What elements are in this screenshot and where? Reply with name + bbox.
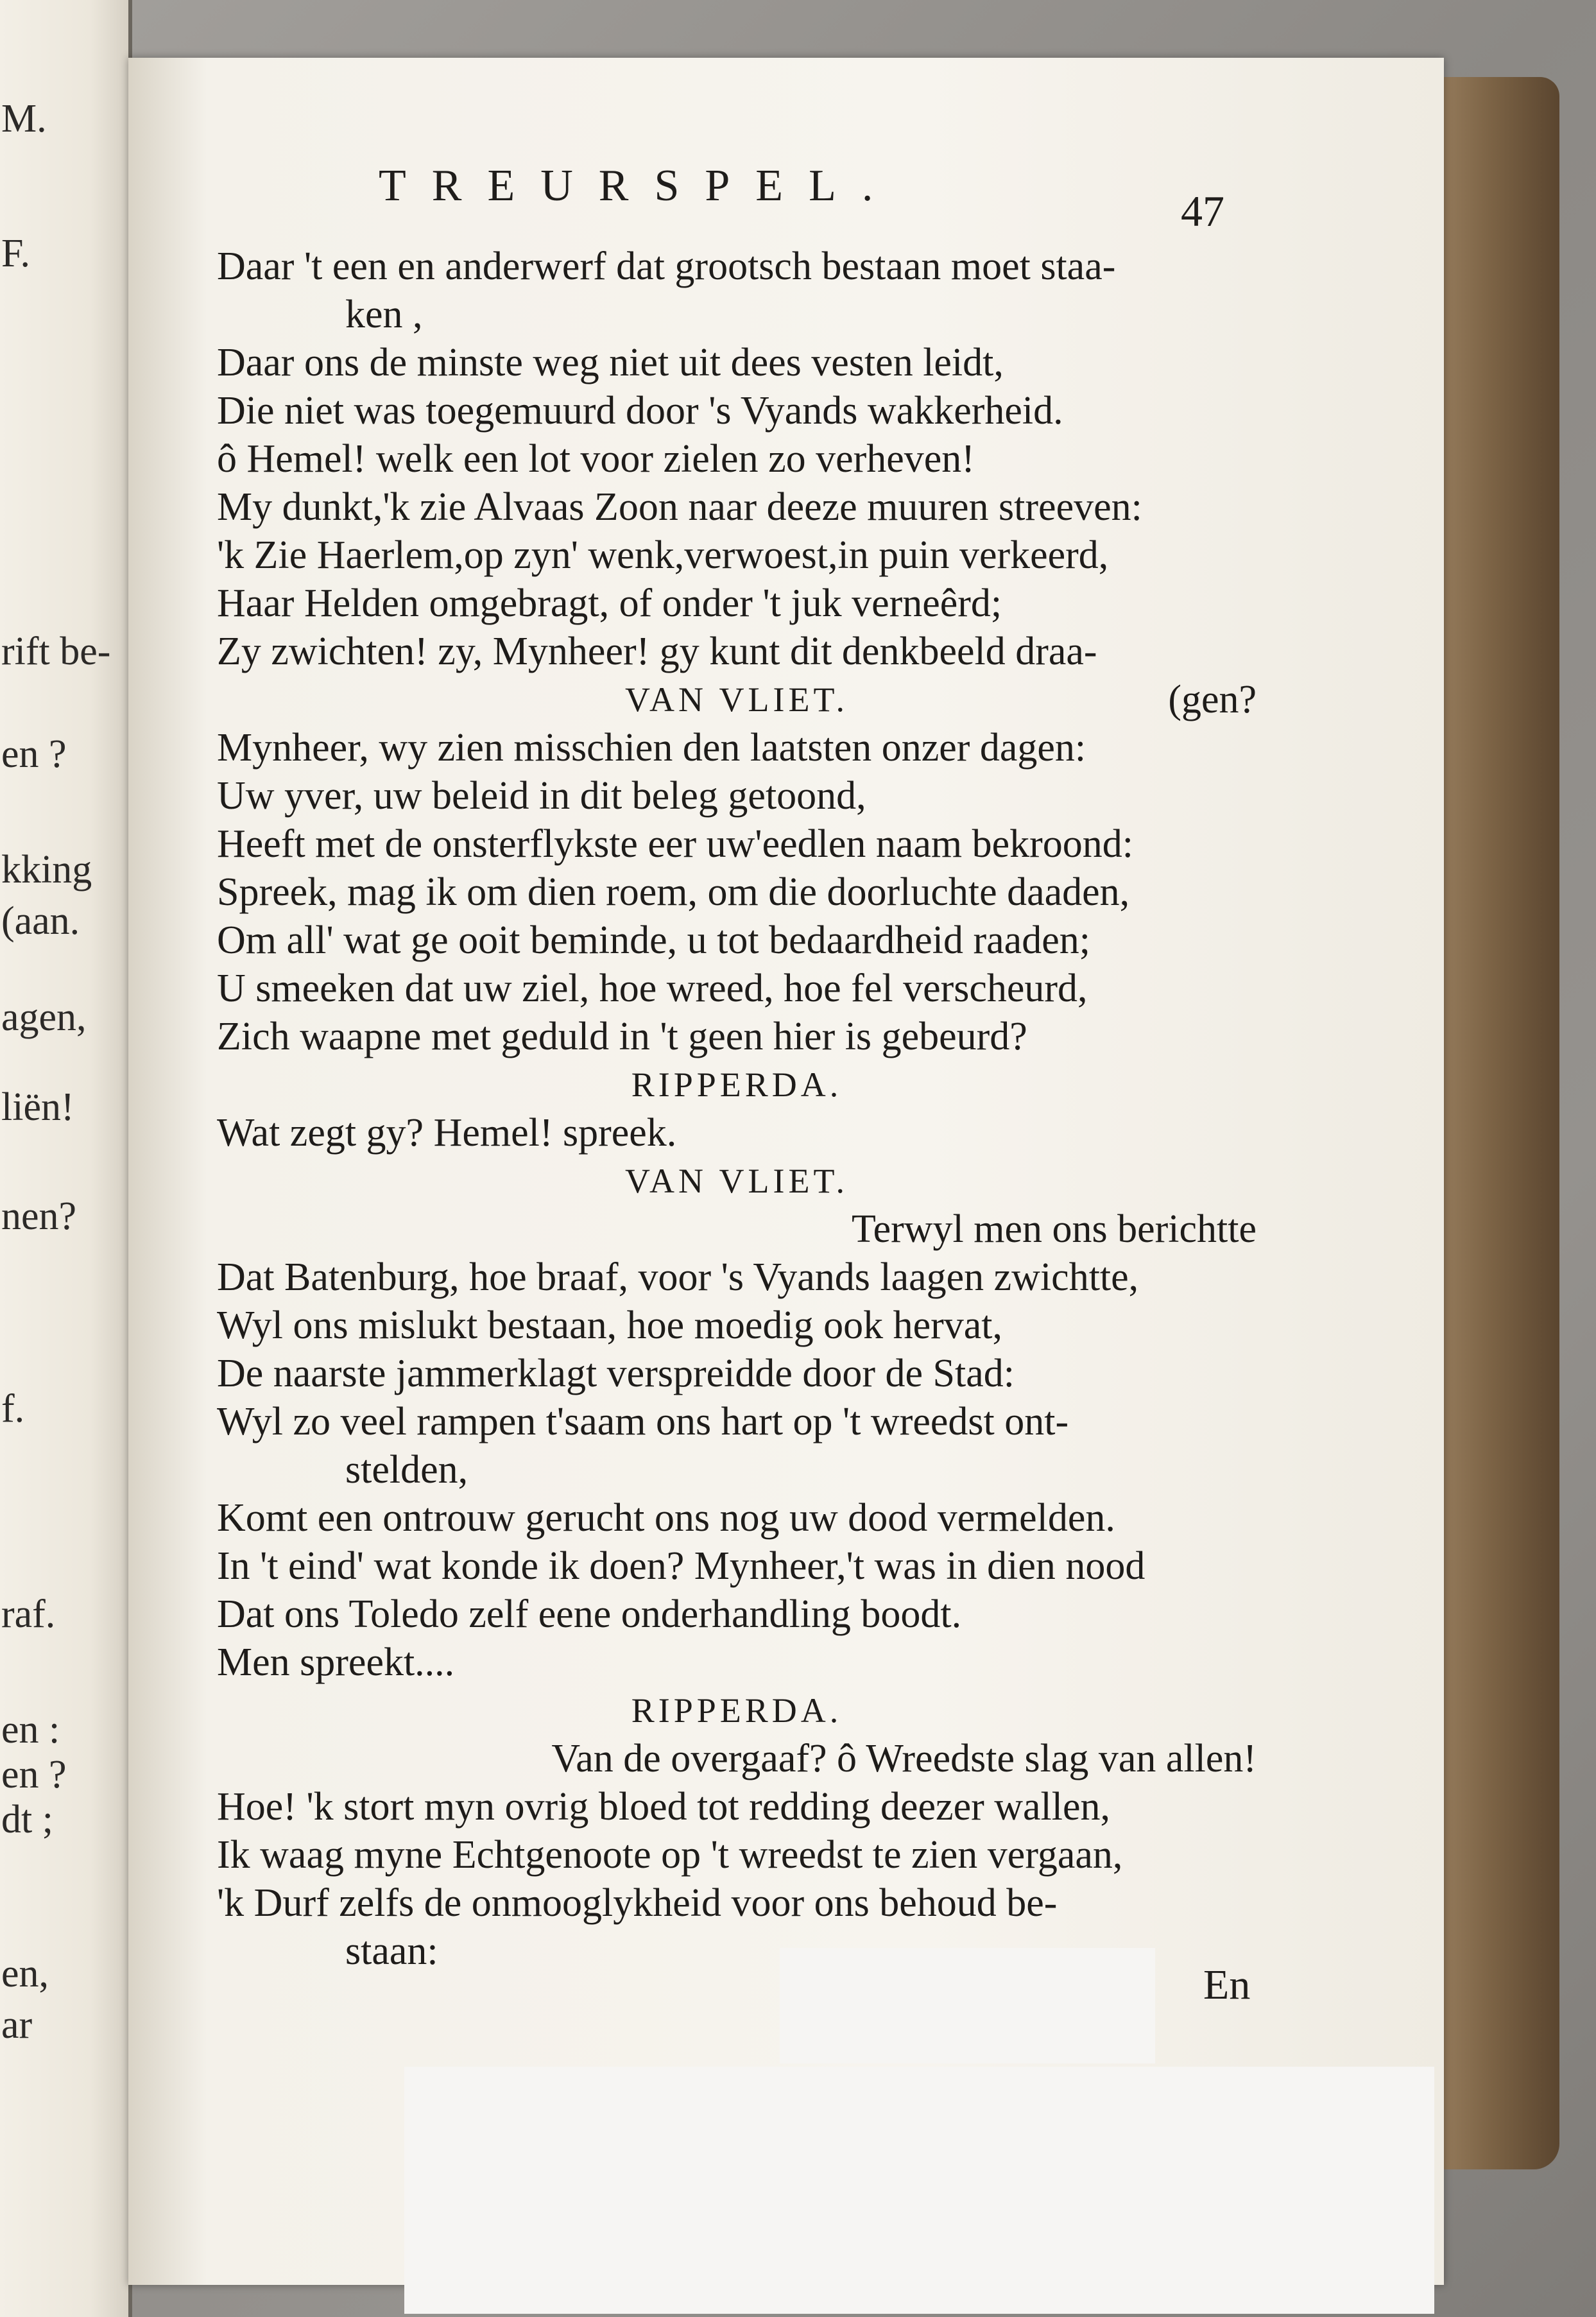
speaker-name: VAN VLIET.	[625, 680, 848, 719]
left-page-fragment: nen?	[1, 1194, 77, 1238]
speaker-name: RIPPERDA.	[631, 1691, 843, 1730]
left-page-fragment: en ?	[1, 1753, 67, 1796]
verse-line: In 't eind' wat konde ik doen? Mynheer,'t was in dien nood	[217, 1544, 1146, 1588]
verse-turnover: (gen?	[1168, 678, 1257, 721]
left-page-fragment: liën!	[1, 1085, 74, 1129]
verse-line: Dat Batenburg, hoe braaf, voor 's Vyands laagen zwichtte,	[217, 1255, 1139, 1299]
verse-line: Die niet was toegemuurd door 's Vyands wakkerheid.	[217, 389, 1063, 433]
page-number: 47	[1181, 187, 1224, 236]
verse-line: staan:	[345, 1929, 438, 1973]
left-page-fragment: en :	[1, 1708, 60, 1752]
left-page-fragment: F.	[1, 232, 31, 275]
left-page-fragment: kking	[1, 848, 92, 891]
verse-line: Om all' wat ge ooit beminde, u tot bedaardheid raaden;	[217, 918, 1090, 962]
verse-line: Komt een ontrouw gerucht ons nog uw dood vermelden.	[217, 1496, 1115, 1540]
verse-line: Hoe! 'k stort myn ovrig bloed tot redding deezer wallen,	[217, 1785, 1111, 1829]
verse-line: Zich waapne met geduld in 't geen hier is gebeurd?	[217, 1015, 1027, 1058]
verse-text	[217, 243, 1257, 1976]
verse-line: Van de overgaaf? ô Wreedste slag van allen!	[551, 1737, 1257, 1780]
verse-line: 'k Durf zelfs de onmooglykheid voor ons behoud be-	[217, 1881, 1058, 1925]
speaker-row	[217, 676, 1257, 724]
verse-line: Men spreekt....	[217, 1641, 455, 1684]
verse-line: stelden,	[345, 1448, 468, 1492]
verse-line: De naarste jammerklagt verspreidde door de Stad:	[217, 1352, 1015, 1395]
left-page-fragment: ar	[1, 2003, 33, 2047]
verse-line: 'k Zie Haerlem,op zyn' wenk,verwoest,in puin verkeerd,	[217, 533, 1109, 577]
book-fore-edge	[1431, 77, 1559, 2169]
verse-line: Spreek, mag ik om dien roem, om die doorluchte daaden,	[217, 870, 1130, 914]
verse-line: Ik waag myne Echtgenoote op 't wreedst te zien vergaan,	[217, 1833, 1123, 1877]
left-page-fragment: en,	[1, 1952, 49, 1995]
left-page-fragment: (aan.	[1, 899, 80, 943]
verse-line: Daar 't een en anderwerf dat grootsch bestaan moet staa-	[217, 245, 1116, 288]
verse-line: ô Hemel! welk een lot voor zielen zo verheven!	[217, 437, 975, 481]
left-page-fragment: M.	[1, 97, 47, 141]
left-page-fragment: raf.	[1, 1592, 56, 1636]
catchword: En	[1203, 1961, 1251, 2008]
verse-line: ken ,	[345, 293, 423, 336]
left-page-fragment: dt ;	[1, 1798, 53, 1841]
left-page-fragment: rift be-	[1, 630, 111, 673]
verse-line: Zy zwichten! zy, Mynheer! gy kunt dit denkbeeld draa-	[217, 630, 1097, 673]
speaker-name: VAN VLIET.	[625, 1162, 848, 1200]
left-page-fragment: agen,	[1, 995, 87, 1039]
redaction-block	[404, 2067, 1434, 2314]
verse-line: U smeeken dat uw ziel, hoe wreed, hoe fel verscheurd,	[217, 967, 1088, 1010]
verse-line: My dunkt,'k zie Alvaas Zoon naar deeze muuren streeven:	[217, 485, 1142, 529]
verse-line: Dat ons Toledo zelf eene onderhandling boodt.	[217, 1592, 962, 1636]
verse-line: Mynheer, wy zien misschien den laatsten onzer dagen:	[217, 726, 1086, 770]
speaker-name: RIPPERDA.	[631, 1065, 843, 1104]
verse-line: Wyl ons mislukt bestaan, hoe moedig ook hervat,	[217, 1304, 1002, 1347]
verse-line: Daar ons de minste weg niet uit dees vesten leidt,	[217, 341, 1004, 384]
redaction-block	[780, 1948, 1155, 2063]
left-page-fragment: en ?	[1, 732, 67, 776]
running-header: TREURSPEL.	[379, 161, 899, 211]
left-page-edge	[0, 0, 132, 2317]
verse-line: Wat zegt gy? Hemel! spreek.	[217, 1111, 677, 1155]
verse-line: Wyl zo veel rampen t'saam ons hart op 't wreedst ont-	[217, 1400, 1069, 1443]
verse-line: Heeft met de onsterflykste eer uw'eedlen naam bekroond:	[217, 822, 1133, 866]
verse-line: Haar Helden omgebragt, of onder 't juk verneêrd;	[217, 581, 1002, 625]
left-page-fragment: f.	[1, 1387, 25, 1431]
verse-line: Terwyl men ons berichtte	[852, 1207, 1257, 1251]
verse-line: Uw yver, uw beleid in dit beleg getoond,	[217, 774, 866, 818]
